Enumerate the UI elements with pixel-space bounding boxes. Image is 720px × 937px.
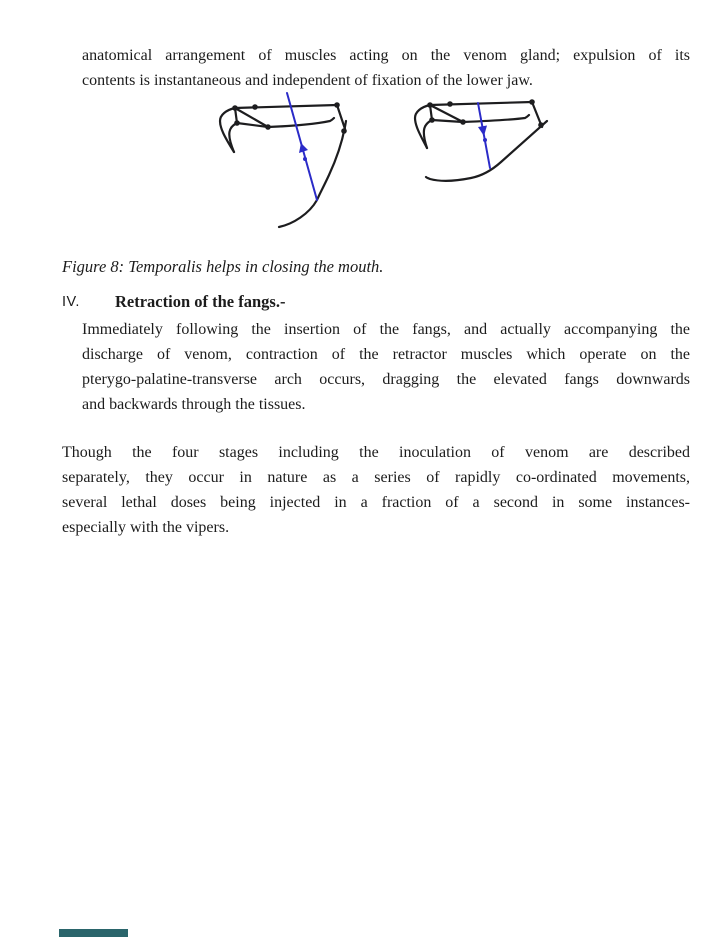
paragraph-line: anatomical arrangement of muscles acting on the venom gland; expulsion of its: [82, 47, 690, 64]
bottom-bar-fragment: [59, 929, 128, 937]
figure-caption: Figure 8: Temporalis helps in closing the mouth.: [62, 257, 384, 276]
intro-paragraph: [82, 43, 690, 93]
paragraph-line: discharge of venom, contraction of the retractor muscles which operate on the: [82, 346, 690, 363]
skull-diagram-right: [415, 99, 547, 181]
paragraph-line: contents is instantaneous and independent of fixation of the lower jaw.: [82, 72, 533, 89]
arrow-down-icon: [478, 126, 487, 137]
paragraph-line: pterygo-palatine-transverse arch occurs, dragging the elevated fangs downwards: [82, 371, 690, 388]
paragraph-line: several lethal doses being injected in a fraction of a second in some instances-: [62, 494, 690, 511]
section-body-paragraph: [82, 317, 690, 417]
paragraph-line: and backwards through the tissues.: [82, 396, 306, 413]
section-title: Retraction of the fangs.-: [115, 292, 286, 311]
skull-diagram-left: [220, 93, 347, 227]
section-heading: [62, 292, 682, 314]
paragraph-line: separately, they occur in nature as a series of rapidly co-ordinated movements,: [62, 469, 690, 486]
paragraph-line: Immediately following the insertion of the fangs, and actually accompanying the: [82, 321, 690, 338]
paragraph-line: especially with the vipers.: [62, 519, 230, 536]
figure-8-illustration: [190, 88, 610, 238]
closing-paragraph: [62, 440, 690, 540]
arrow-up-icon: [299, 143, 308, 153]
paragraph-line: Though the four stages including the inoculation of venom are described: [62, 444, 690, 461]
section-numeral: IV.: [62, 294, 80, 310]
snake-skull-diagrams: [190, 88, 610, 238]
